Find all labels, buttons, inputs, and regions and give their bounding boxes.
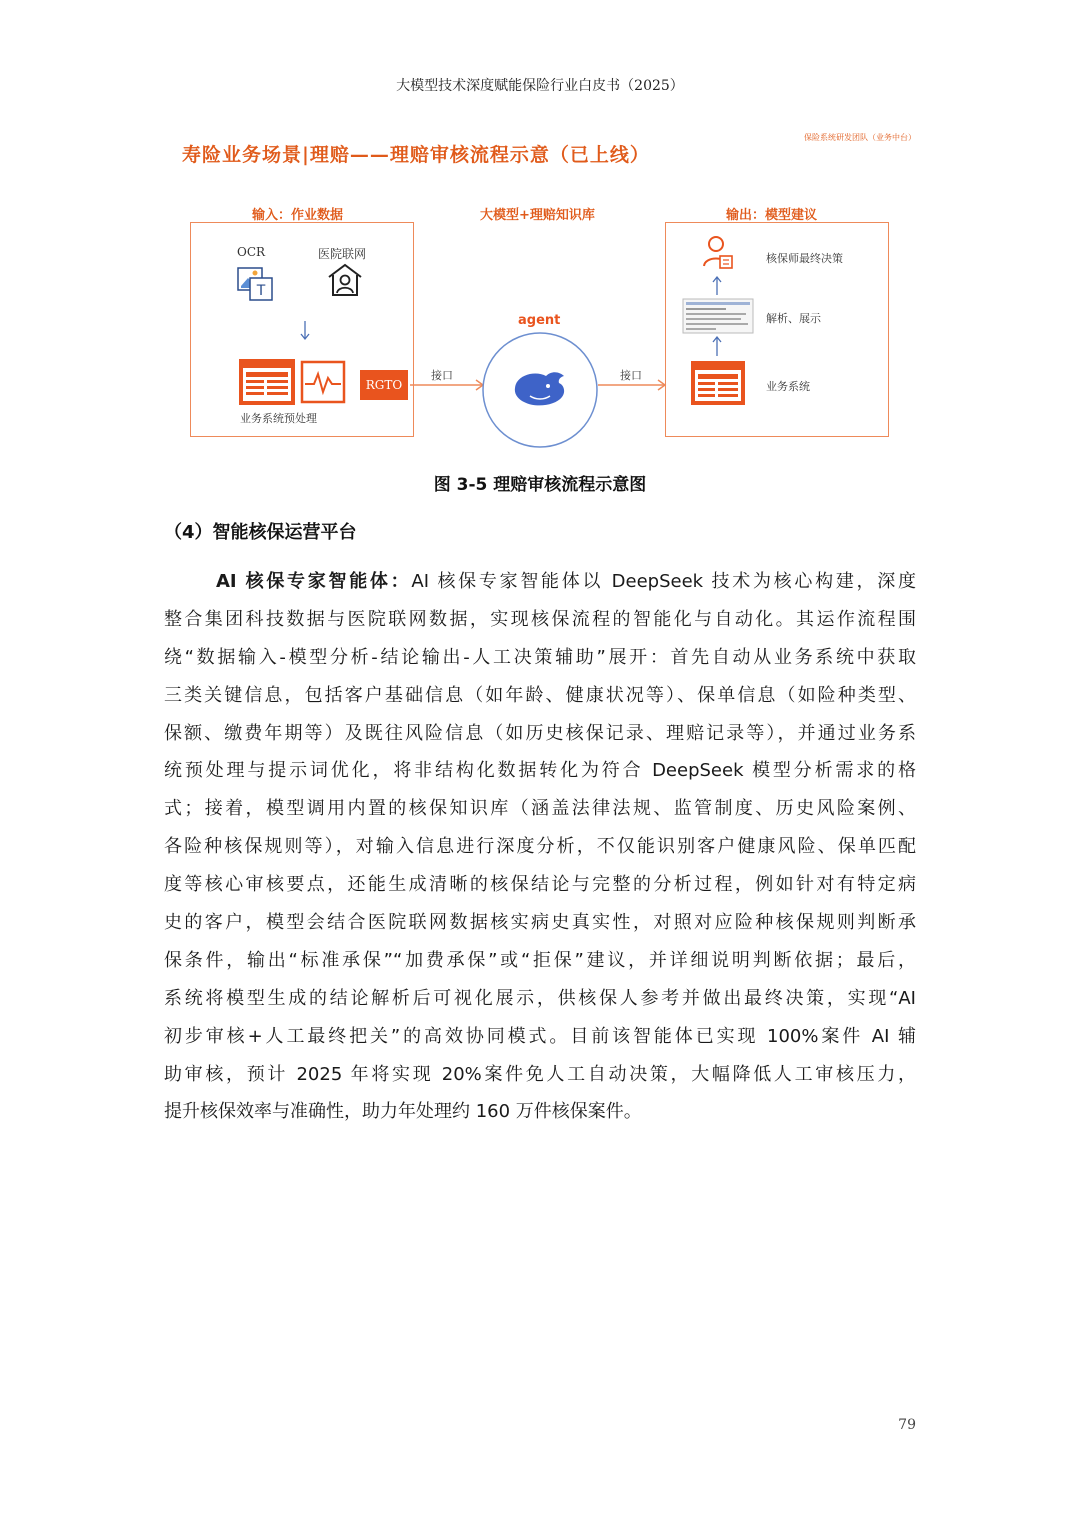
diagram-title: 寿险业务场景|理赔——理赔审核流程示意（已上线） <box>182 144 650 166</box>
section-heading: （4）智能核保运营平台 <box>164 522 357 543</box>
report-screenshot-icon <box>682 298 754 334</box>
body-paragraph <box>164 563 916 1131</box>
up-arrow-icon <box>710 274 724 296</box>
lead-term: AI 核保专家智能体： <box>216 571 412 592</box>
monitor-pulse-icon <box>300 360 346 404</box>
business-system-icon <box>238 358 296 406</box>
image-text-icon <box>236 264 276 304</box>
rgto-badge: RGTO <box>360 370 408 400</box>
paragraph-line: 式；接着，模型调用内置的核保知识库（涵盖法律法规、监管制度、历史风险案例、 <box>164 798 916 820</box>
preprocess-label: 业务系统预处理 <box>240 412 317 425</box>
business-system-icon-2 <box>690 360 746 406</box>
hospital-icon <box>326 262 364 298</box>
paragraph-line: 保条件，输出“标准承保”“加费承保”或“拒保”建议，并详细说明判断依据；最后， <box>164 949 916 971</box>
figure-caption: 图 3-5 理赔审核流程示意图 <box>433 475 647 495</box>
output-section-label: 输出：模型建议 <box>726 208 818 223</box>
business-label: 业务系统 <box>766 380 810 393</box>
claims-flow-diagram <box>160 122 920 452</box>
paragraph-line: 初步审核+人工最终把关”的高效协同模式。目前该智能体已实现 100%案件 AI 辅 <box>164 1025 916 1047</box>
arrow-right-icon <box>410 378 486 392</box>
interface-left-label: 接口 <box>431 369 453 382</box>
agent-label: agent <box>518 313 561 328</box>
deepseek-agent-icon <box>480 330 600 450</box>
paragraph-line: 整合集团科技数据与医院联网数据，实现核保流程的智能化与自动化。其运作流程围 <box>164 608 916 630</box>
down-arrow-icon <box>298 320 312 342</box>
hospital-label: 医院联网 <box>318 247 367 261</box>
paragraph-line: 各险种核保规则等），对输入信息进行深度分析，不仅能识别客户健康风险、保单匹配 <box>164 836 916 858</box>
diagram-team-label: 保险系统研发团队（业务中台） <box>804 133 916 142</box>
input-section-label: 输入：作业数据 <box>252 208 344 223</box>
svg-text:T: T <box>256 283 266 299</box>
paragraph-line: 保额、缴费年期等）及既往风险信息（如历史核保记录、理赔记录等），并通过业务系 <box>164 722 916 744</box>
middle-section-label: 大模型+理赔知识库 <box>480 208 595 223</box>
paragraph-line-1 <box>164 563 916 601</box>
paragraph-line: 提升核保效率与准确性，助力年处理约 160 万件核保案件。 <box>164 1101 642 1123</box>
page-number: 79 <box>898 1417 916 1433</box>
running-header: 大模型技术深度赋能保险行业白皮书（2025） <box>396 78 684 94</box>
paragraph-line: 史的客户，模型会结合医院联网数据核实病史真实性，对照对应险种核保规则判断承 <box>164 912 916 934</box>
paragraph-line: 三类关键信息，包括客户基础信息（如年龄、健康状况等）、保单信息（如险种类型、 <box>164 684 916 706</box>
decision-label: 核保师最终决策 <box>766 252 843 265</box>
paragraph-line: 绕“数据输入-模型分析-结论输出-人工决策辅助”展开：首先自动从业务系统中获取 <box>164 646 916 668</box>
analysis-label: 解析、展示 <box>766 312 821 325</box>
first-line-text: AI 核保专家智能体以 DeepSeek 技术为核心构建，深度 <box>411 571 916 592</box>
paragraph-line: 助审核，预计 2025 年将实现 20%案件免人工自动决策，大幅降低人工审核压力， <box>164 1063 916 1085</box>
paragraph-line: 系统将模型生成的结论解析后可视化展示，供核保人参考并做出最终决策，实现“AI <box>164 987 916 1009</box>
paragraph-line: 统预处理与提示词优化，将非结构化数据转化为符合 DeepSeek 模型分析需求的格 <box>164 760 916 782</box>
underwriter-icon <box>700 234 736 270</box>
paragraph-line: 度等核心审核要点，还能生成清晰的核保结论与完整的分析过程，例如针对有特定病 <box>164 874 916 896</box>
interface-right-label: 接口 <box>620 369 642 382</box>
ocr-label: OCR <box>237 245 266 259</box>
arrow-right-icon-2 <box>598 378 668 392</box>
up-arrow-icon-2 <box>710 334 724 358</box>
